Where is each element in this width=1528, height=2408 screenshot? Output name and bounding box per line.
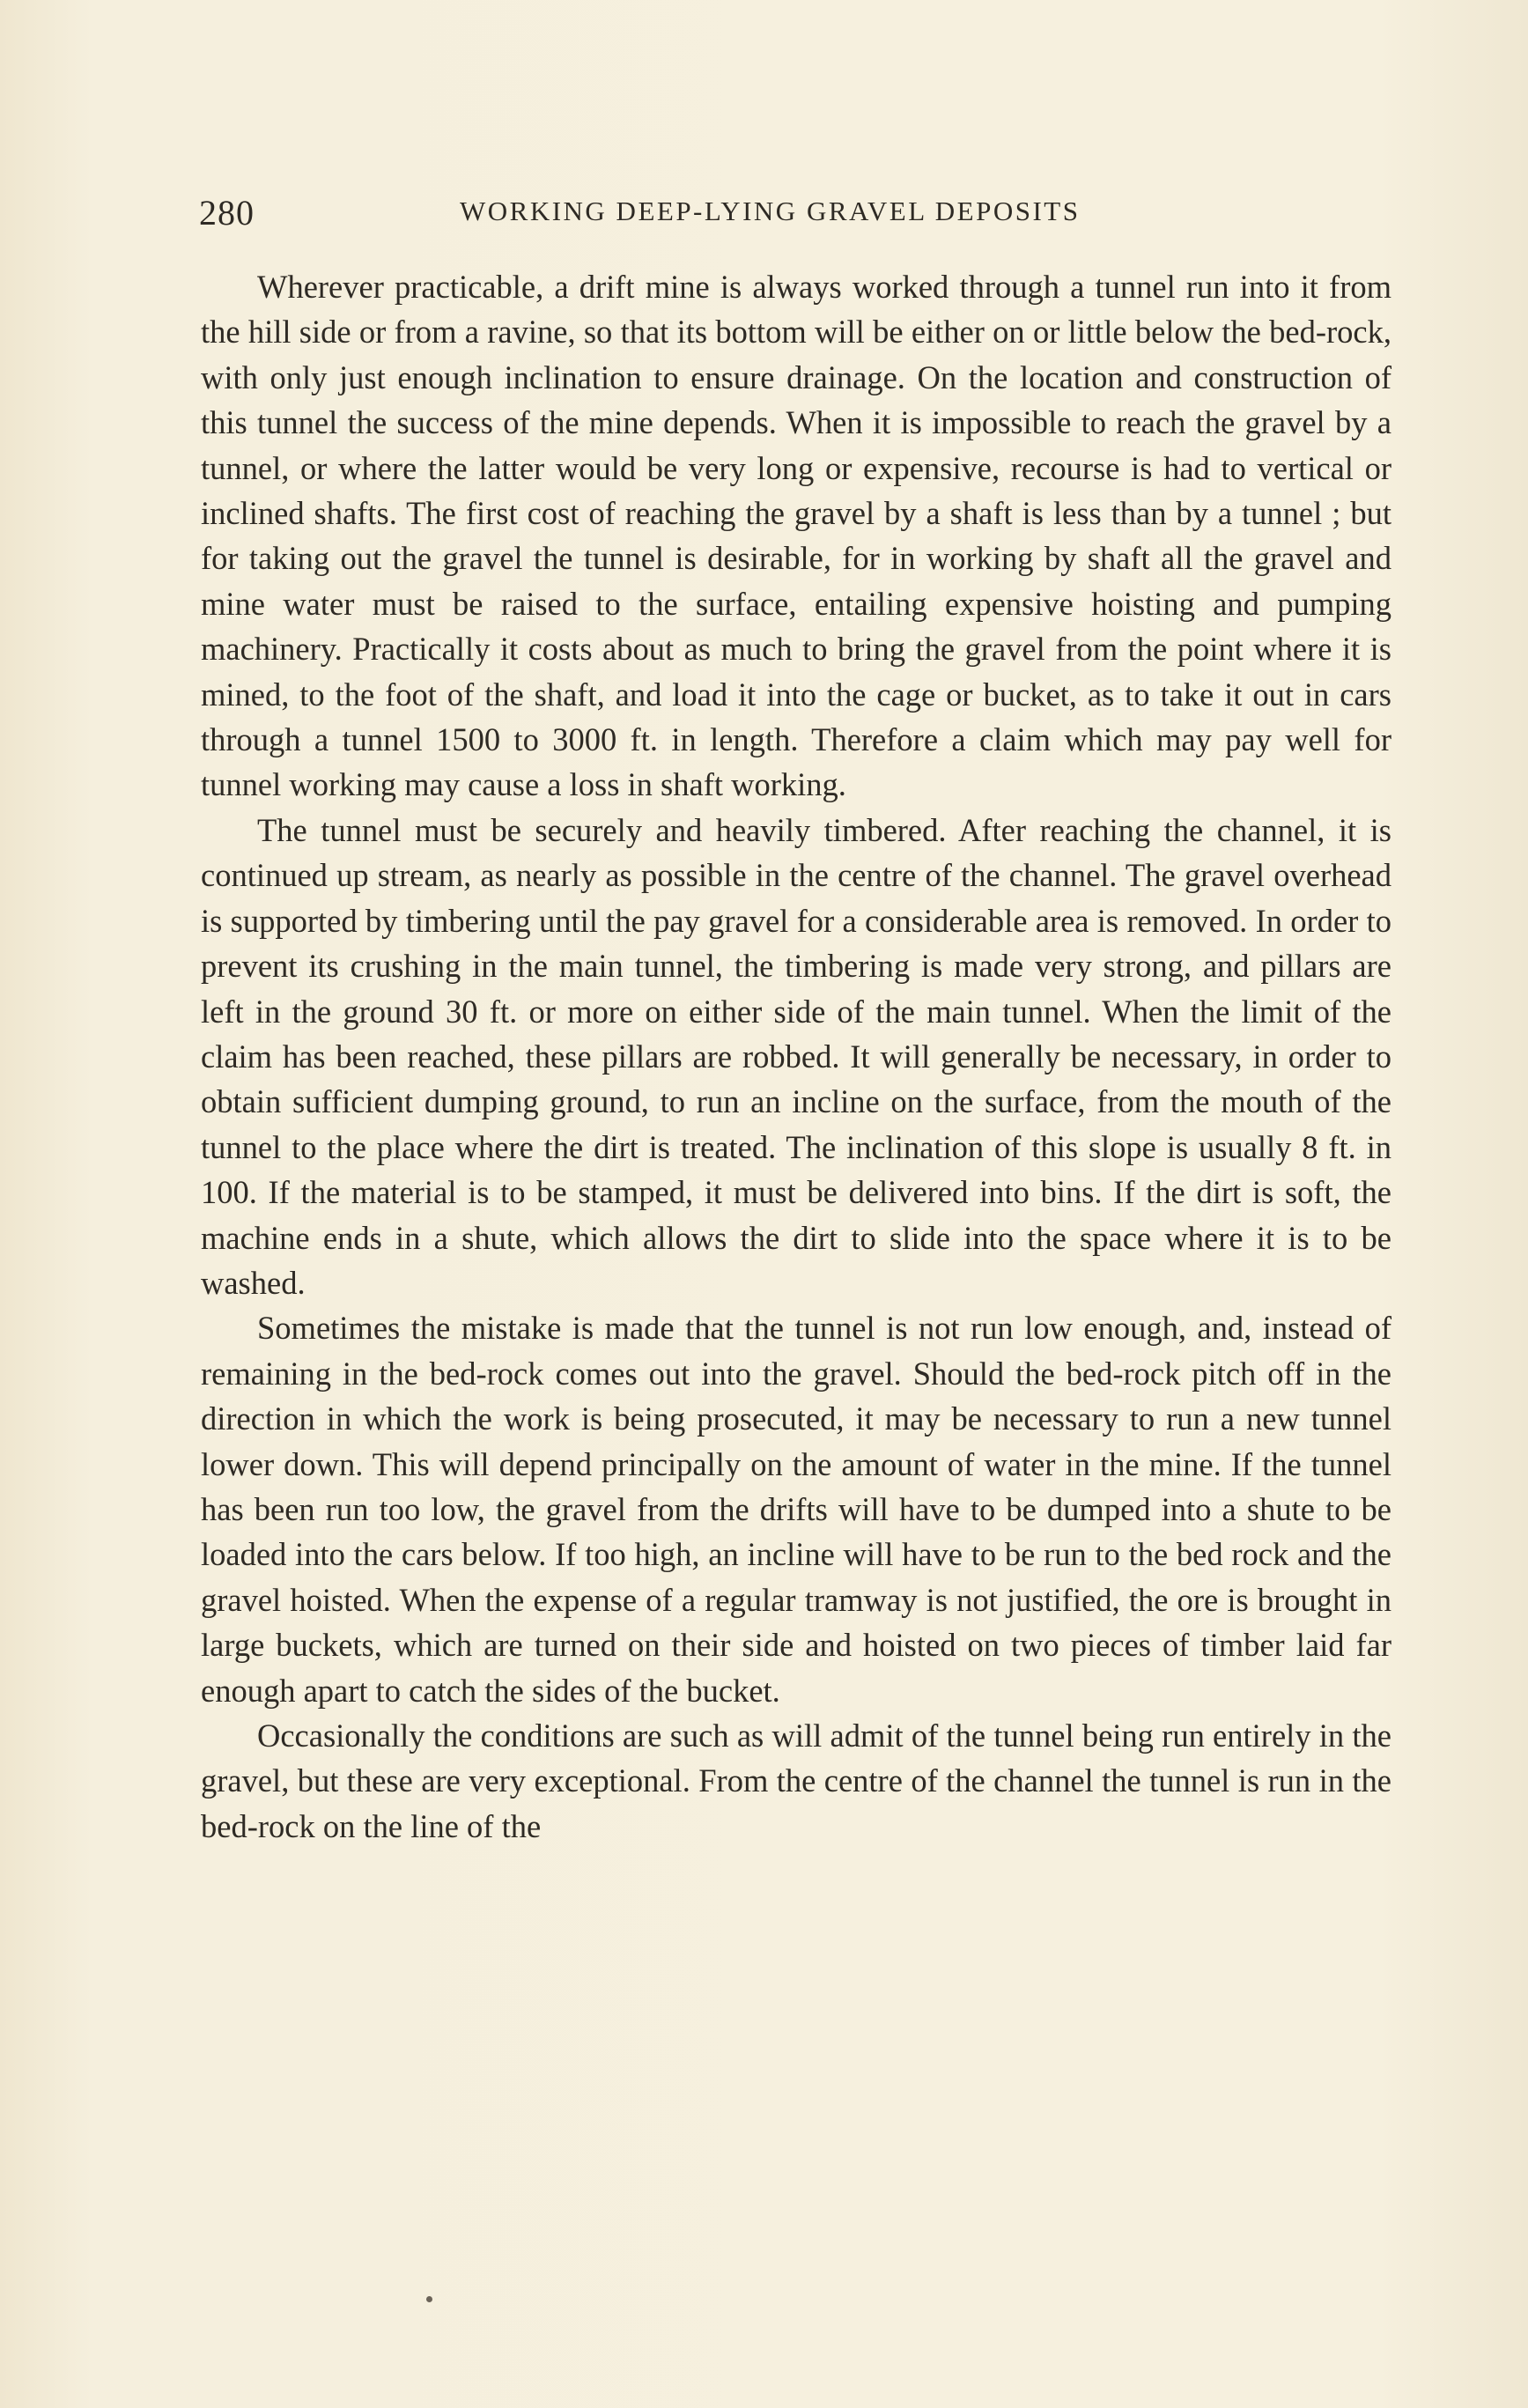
page-number: 280 — [199, 193, 255, 233]
ink-speck — [426, 2296, 432, 2302]
paragraph-tunnel-level-mistakes: Sometimes the mistake is made that the tunnel is not run low enough, and, instead of remaining in the bed-rock comes out into the gravel. Should the bed-rock pitch off in the direction in which the work is being prosecuted, it may be necessary to run a new tunnel lower down. This will depend principally on the amount of water in the mine. If the tunnel has been run too low, the gravel from the drifts will have to be dumped into a shute to be loaded into the cars below. If too high, an incline will have to be run to the bed rock and the gravel hoisted. When the expense of a regular tramway is not justified, the ore is brought in large buckets, which are turned on their side and hoisted on two pieces of timber laid far enough apart to catch the sides of the bucket. — [201, 1310, 1391, 1709]
running-head — [199, 192, 1392, 245]
body-text — [201, 264, 1391, 1849]
paragraph-drift-mine-tunnel: Wherever practicable, a drift mine is always worked through a tunnel run into it from the hill side or from a ravine, so that its bottom will be either on or little below the bed-rock, with only just enough inclination to ensure drainage. On the location and construction of this tunnel the success of the mine depends. When it is impossible to reach the gravel by a tunnel, or where the latter would be very long or expensive, recourse is had to vertical or inclined shafts. The first cost of reaching the gravel by a shaft is less than by a tunnel ; but for taking out the gravel the tunnel is desirable, for in working by shaft all the gravel and mine water must be raised to the surface, entailing expensive hoisting and pumping machinery. Practically it costs about as much to bring the gravel from the point where it is mined, to the foot of the shaft, and load it into the cage or bucket, as to take it out in cars through a tunnel 1500 to 3000 ft. in length. Therefore a claim which may pay well for tunnel working may cause a loss in shaft working. — [201, 269, 1391, 803]
running-title: WORKING DEEP-LYING GRAVEL DEPOSITS — [460, 196, 1081, 226]
paragraph-tunnel-in-gravel: Occasionally the conditions are such as will admit of the tunnel being run entirely in the gravel, but these are very exceptional. From the centre of the channel the tunnel is run in the bed-rock on the line of the — [201, 1717, 1391, 1844]
paragraph-tunnel-timbering: The tunnel must be securely and heavily timbered. After reaching the channel, it is continued up stream, as nearly as possible in the centre of the channel. The gravel overhead is supported by timbering until the pay gravel for a considerable area is removed. In order to prevent its crushing in the main tunnel, the timbering is made very strong, and pillars are left in the ground 30 ft. or more on either side of the main tunnel. When the limit of the claim has been reached, these pillars are robbed. It will generally be necessary, in order to obtain sufficient dumping ground, to run an incline on the surface, from the mouth of the tunnel to the place where the dirt is treated. The inclination of this slope is usually 8 ft. in 100. If the material is to be stamped, it must be delivered into bins. If the dirt is soft, the machine ends in a shute, which allows the dirt to slide into the space where it is to be washed. — [201, 811, 1391, 1301]
